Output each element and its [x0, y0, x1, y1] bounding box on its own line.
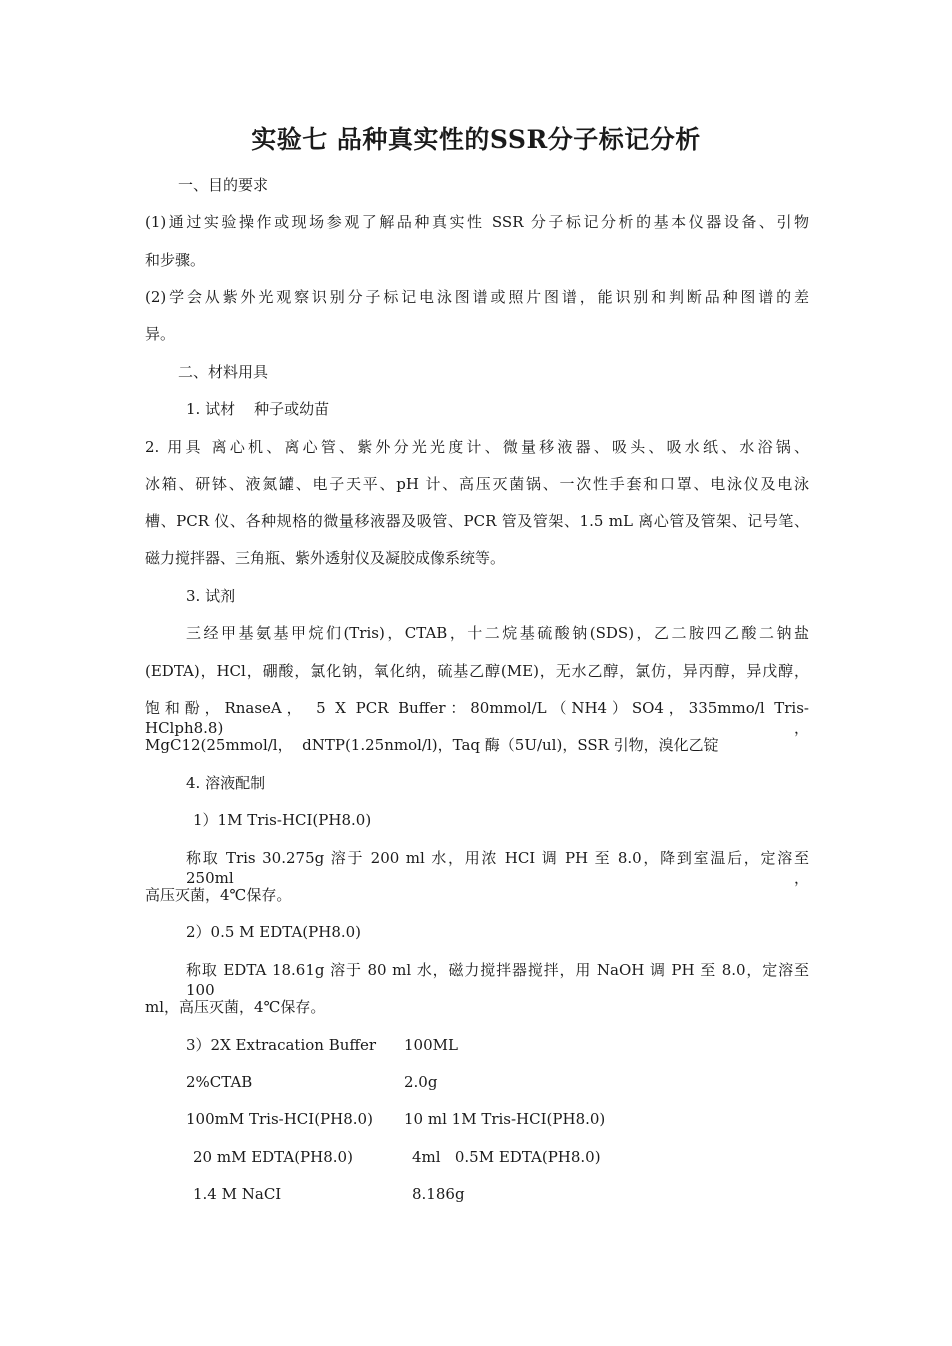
recipe-right-cell: 2.0g — [404, 1073, 438, 1091]
recipe-left-cell: 100mM Tris-HCI(PH8.0) — [186, 1110, 373, 1128]
paragraph-line: 槽、PCR 仪、各种规格的微量移液器及吸管、PCR 管及管架、1.5 mL 离心管及管架、记号笔、 — [145, 512, 809, 530]
paragraph-line: 2. 用具 离心机、离心管、紫外分光光度计、微量移液器、吸头、吸水纸、水浴锅、 — [145, 438, 809, 456]
paragraph-line: 磁力搅拌器、三角瓶、紫外透射仪及凝胶成像系统等。 — [145, 549, 506, 567]
subsection-heading: 4. 溶液配制 — [186, 774, 266, 792]
subsection-heading: 3. 试剂 — [186, 587, 236, 605]
recipe-left-cell: 2%CTAB — [186, 1073, 253, 1091]
section-heading-objectives: 一、目的要求 — [178, 176, 269, 194]
recipe-right-cell: 10 ml 1M Tris-HCI(PH8.0) — [404, 1110, 606, 1128]
item-heading: 2）0.5 M EDTA(PH8.0) — [186, 923, 362, 941]
paragraph-line: (1)通过实验操作或现场参观了解品种真实性 SSR 分子标记分析的基本仪器设备、引物 — [145, 213, 809, 231]
paragraph-line: 三经甲基氨基甲烷们(Tris)，CTAB，十二烷基硫酸钠(SDS)，乙二胺四乙酸二钠盐 — [186, 624, 809, 642]
recipe-left-cell: 20 mM EDTA(PH8.0) — [193, 1148, 353, 1166]
paragraph-line: 异。 — [145, 325, 176, 343]
paragraph-line: 高压灭菌，4℃保存。 — [145, 886, 292, 904]
section-heading-materials: 二、材料用具 — [178, 363, 269, 381]
recipe-left-cell: 1.4 M NaCI — [193, 1185, 282, 1203]
recipe-right-cell: 100ML — [404, 1036, 458, 1054]
recipe-right-cell: 8.186g — [412, 1185, 465, 1203]
paragraph-line: 和步骤。 — [145, 251, 206, 269]
recipe-left-cell: 3）2X Extracation Buffer — [186, 1036, 377, 1054]
subsection-heading: 1. 试材 种子或幼苗 — [186, 400, 330, 418]
paragraph-line: MgC12(25mmol/l， dNTP(1.25nmol/l)，Taq 酶（5U/ul)，SSR 引物，溴化乙锭 — [145, 736, 719, 754]
paragraph-line: (2)学会从紫外光观察识别分子标记电泳图谱或照片图谱，能识别和判断品种图谱的差 — [145, 288, 809, 306]
document-title: 实验七 品种真实性的SSR分子标记分析 — [251, 125, 701, 154]
paragraph-line: ml，高压灭菌，4℃保存。 — [145, 998, 326, 1016]
paragraph-line: 冰箱、研钵、液氮罐、电子天平、pH 计、高压灭菌锅、一次性手套和口罩、电泳仪及电泳 — [145, 475, 809, 493]
item-heading: 1）1M Tris-HCI(PH8.0) — [193, 811, 372, 829]
paragraph-line: 饱和酚，RnaseA， 5 X PCR Buffer：80mmol/L（NH4）SO4，335mmo/l Tris-HClph8.8)， — [145, 699, 809, 737]
paragraph-line: 称取 EDTA 18.61g 溶于 80 ml 水，磁力搅拌器搅拌，用 NaOH 调 PH 至 8.0，定溶至 100 — [186, 961, 809, 999]
paragraph-line: (EDTA)，HCl，硼酸，氯化钠，氧化纳，硫基乙醇(ME)，无水乙醇，氯仿，异丙醇，异戊醇， — [145, 662, 809, 680]
paragraph-line: 称取 Tris 30.275g 溶于 200 ml 水，用浓 HCI 调 PH 至 8.0，降到室温后，定溶至 250ml， — [186, 849, 809, 887]
recipe-right-cell: 4ml 0.5M EDTA(PH8.0) — [412, 1148, 601, 1166]
